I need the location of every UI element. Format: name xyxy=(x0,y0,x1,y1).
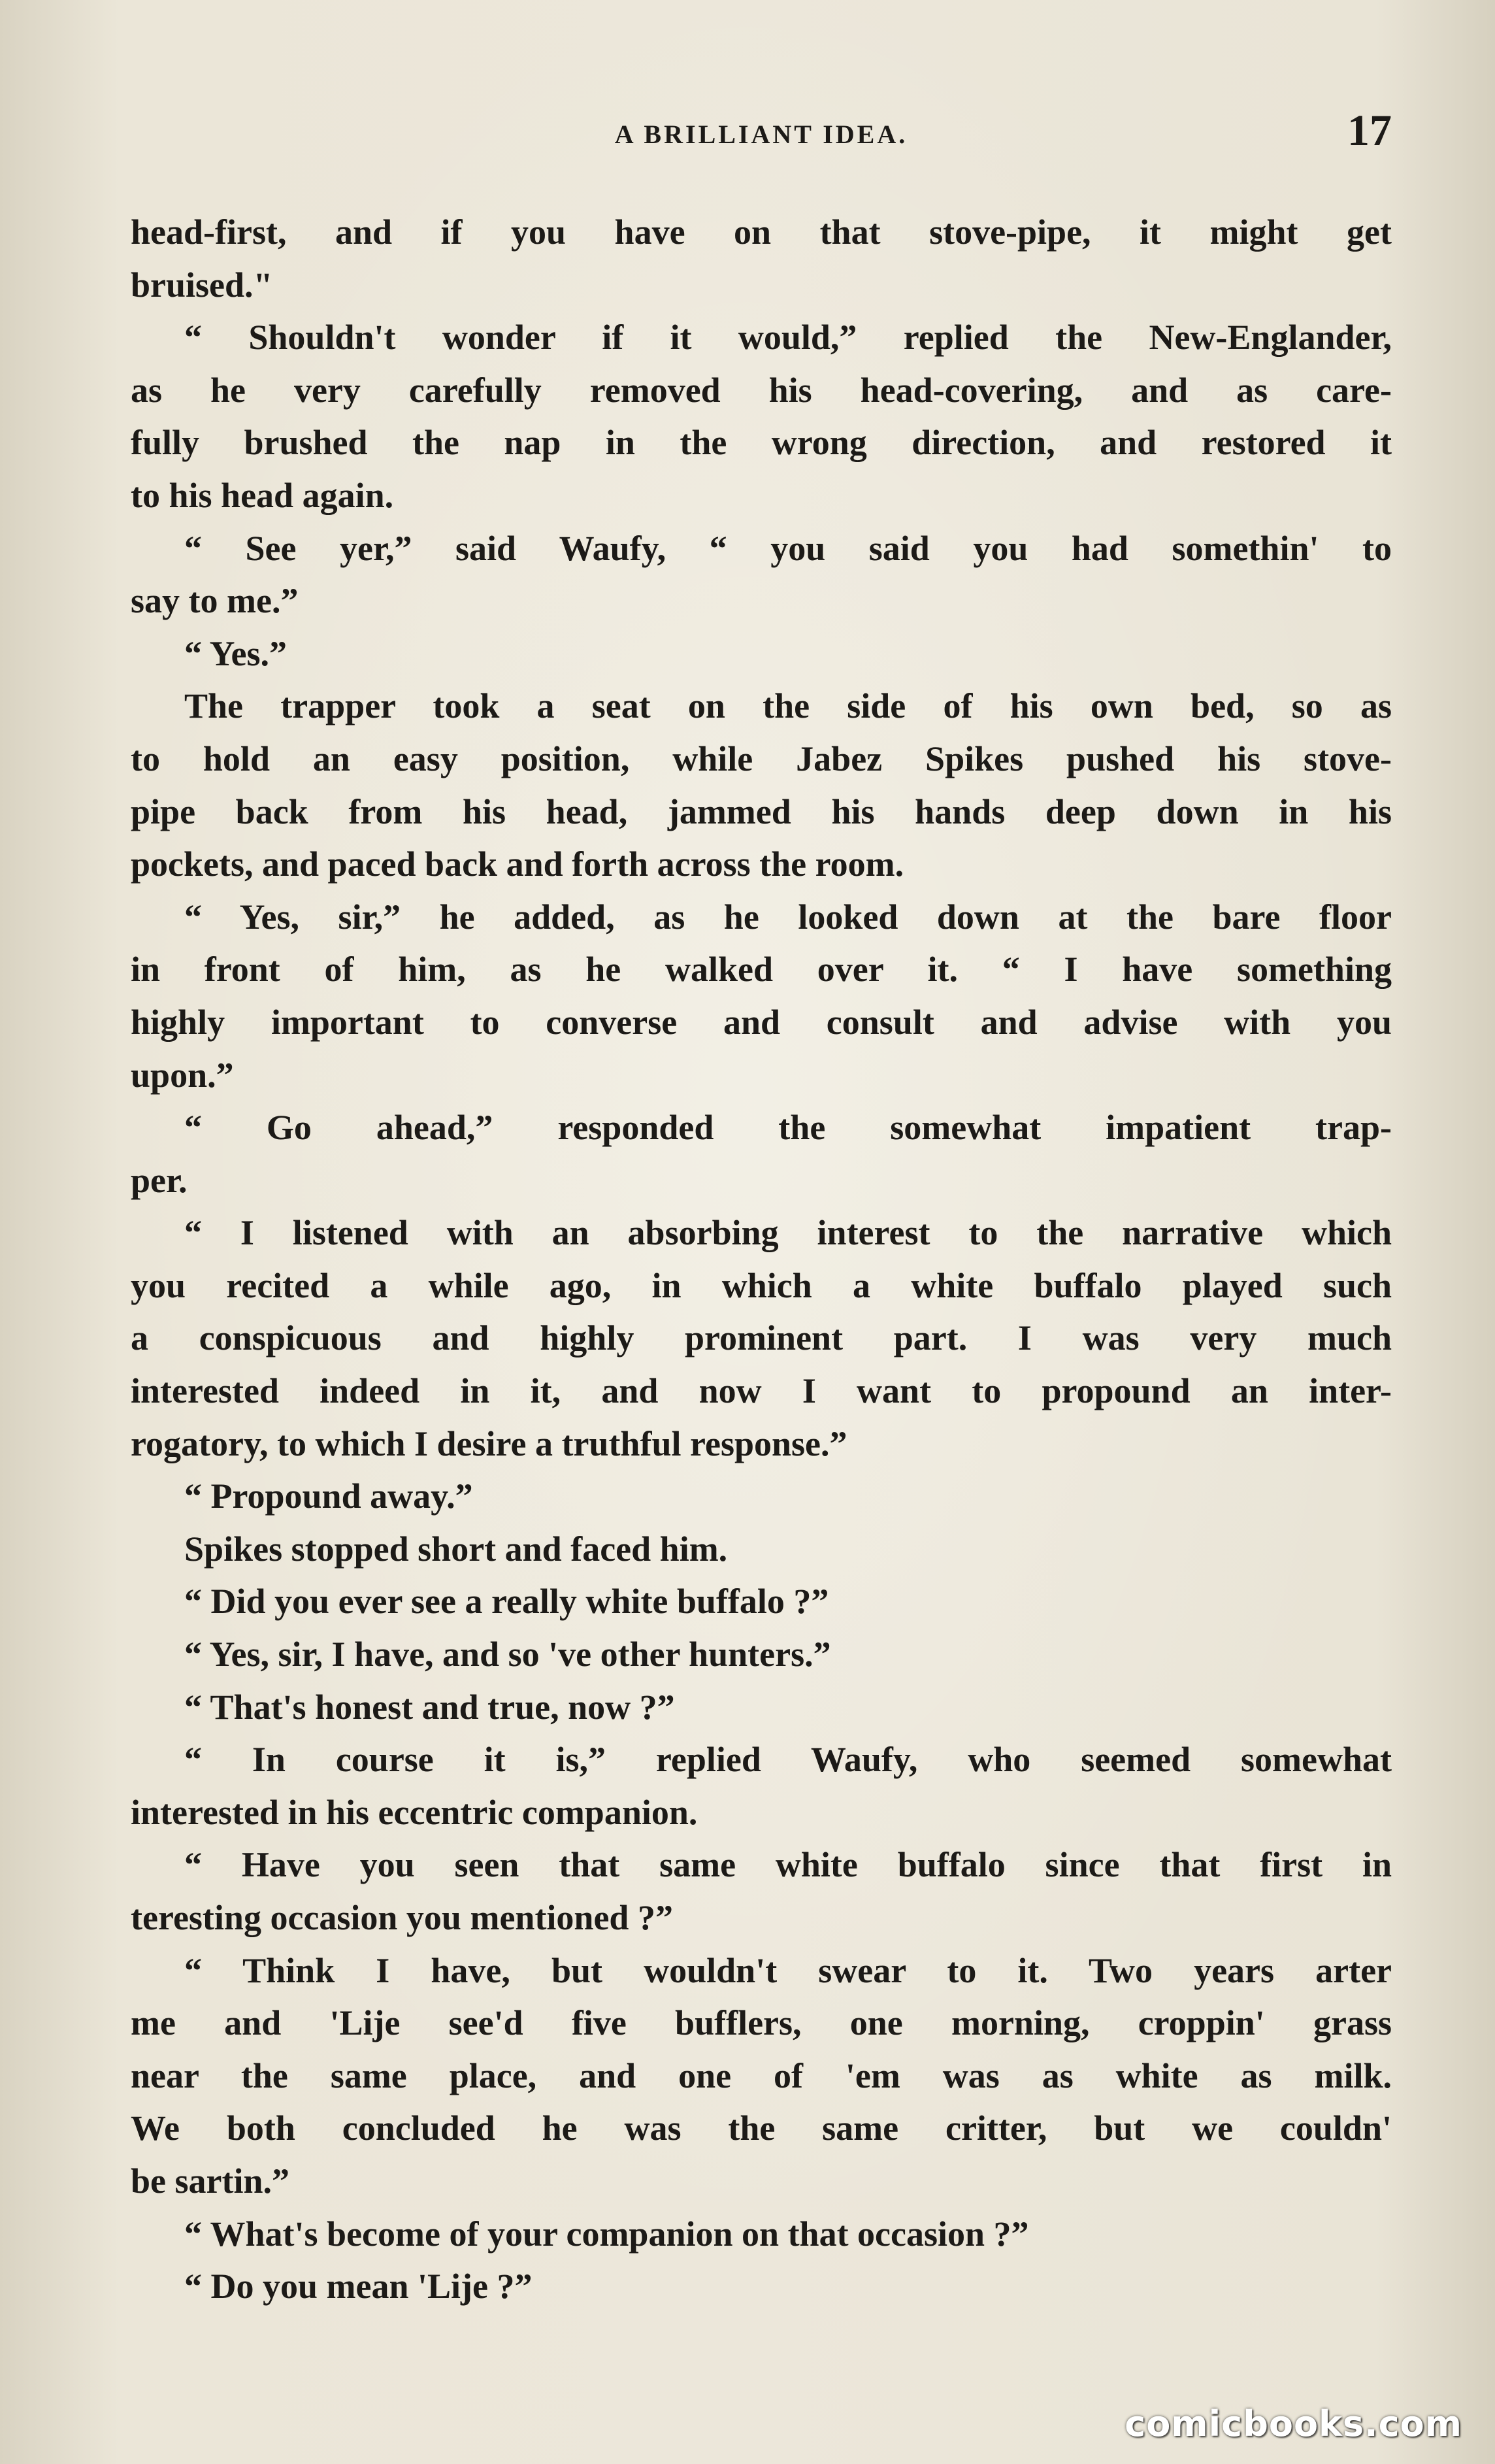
text-line: “ What's become of your companion on that occasion ?” xyxy=(184,2214,1029,2254)
text-line: “ Have you seen that same white buffalo since that first in xyxy=(184,1845,1392,1885)
text-line: be sartin.” xyxy=(131,2161,289,2201)
watermark: comicbooks.com xyxy=(1125,2403,1462,2444)
text-line: pockets, and paced back and forth across the room. xyxy=(131,844,904,884)
text-line: to hold an easy position, while Jabez Spikes pushed his stove- xyxy=(131,739,1392,778)
text-line: The trapper took a seat on the side of his own bed, so as xyxy=(184,686,1392,726)
text-line: We both concluded he was the same critter, but we couldn' xyxy=(131,2108,1392,2148)
text-line: rogatory, to which I desire a truthful response.” xyxy=(131,1423,847,1463)
text-line: fully brushed the nap in the wrong direction, and restored it xyxy=(131,423,1392,463)
text-line: Spikes stopped short and faced him. xyxy=(184,1529,728,1569)
page-header xyxy=(131,105,1392,163)
text-line: to his head again. xyxy=(131,475,394,515)
text-line: “ Yes, sir, I have, and so 've other hunters.” xyxy=(184,1635,831,1674)
text-line: highly important to converse and consult and advise with you xyxy=(131,1002,1392,1042)
text-line: a conspicuous and highly prominent part. I was very much xyxy=(131,1318,1392,1358)
text-line: teresting occasion you mentioned ?” xyxy=(131,1898,673,1937)
text-line: as he very carefully removed his head-covering, and as care- xyxy=(131,370,1392,410)
text-line: interested in his eccentric companion. xyxy=(131,1792,698,1832)
text-line: “ Propound away.” xyxy=(184,1476,473,1516)
text-line: “ Yes.” xyxy=(184,633,287,673)
text-line: “ I listened with an absorbing interest to the narrative which xyxy=(184,1213,1392,1253)
text-line: per. xyxy=(131,1160,188,1200)
text-line: “ Go ahead,” responded the somewhat impatient trap- xyxy=(184,1108,1392,1148)
text-line: “ Think I have, but wouldn't swear to it. Two years arter xyxy=(184,1950,1392,1990)
text-line: you recited a while ago, in which a white buffalo played such xyxy=(131,1265,1392,1305)
text-line: “ Did you ever see a really white buffalo ?” xyxy=(184,1582,829,1622)
text-line: near the same place, and one of 'em was as white as milk. xyxy=(131,2056,1392,2095)
text-line: bruised." xyxy=(131,265,273,305)
text-line: “ Shouldn't wonder if it would,” replied the New-Englander, xyxy=(184,318,1392,358)
body-text xyxy=(131,206,1392,2313)
running-head: A BRILLIANT IDEA. xyxy=(614,120,908,149)
text-line: say to me.” xyxy=(131,581,299,621)
text-line: pipe back from his head, jammed his hands deep down in his xyxy=(131,791,1392,831)
text-line: head-first, and if you have on that stove-pipe, it might get xyxy=(131,212,1392,252)
page-number: 17 xyxy=(1347,105,1392,155)
text-line: “ Do you mean 'Lije ?” xyxy=(184,2267,533,2306)
text-line: “ Yes, sir,” he added, as he looked down at the bare floor xyxy=(184,897,1392,937)
text-line: “ That's honest and true, now ?” xyxy=(184,1687,675,1727)
text-line: interested indeed in it, and now I want to propound an inter- xyxy=(131,1371,1392,1411)
text-line: upon.” xyxy=(131,1055,234,1095)
text-line: in front of him, as he walked over it. “ I have something xyxy=(131,950,1392,990)
text-line: me and 'Lije see'd five bufflers, one morning, croppin' grass xyxy=(131,2003,1392,2043)
text-line: “ See yer,” said Waufy, “ you said you had somethin' to xyxy=(184,528,1392,568)
text-line: “ In course it is,” replied Waufy, who seemed somewhat xyxy=(184,1740,1392,1780)
